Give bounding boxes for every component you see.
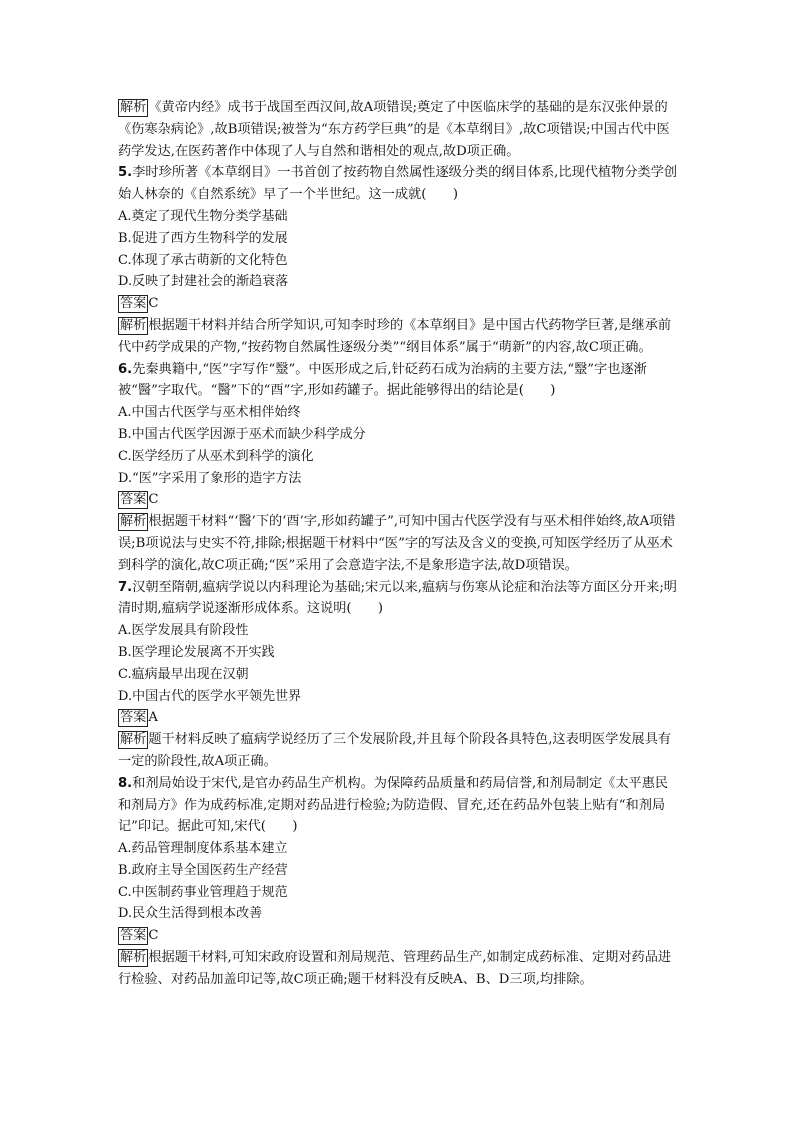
- stem-text: 和剂局始设于宋代,是官办药品生产机构。为保障药品质量和药局信誉,和剂局制定《太平惠民和剂局方》作为成药标准,定期对药品进行检验;为防造假、冒充,还在药品外包装上贴有“和剂局记”印记。据此可知,宋代( ): [118, 775, 669, 835]
- option-a: A.医学发展具有阶段性: [118, 623, 249, 639]
- analysis-text: 根据题干材料,可知宋政府设置和剂局规范、管理药品生产,如制定成药标准、定期对药品进行检验、对药品加盖印记等,故C项正确;题干材料没有反映A、B、D三项,均排除。: [118, 950, 672, 987]
- option-c: C.医学经历了从巫术到科学的演化: [118, 448, 314, 464]
- question-number: 5.: [118, 165, 133, 181]
- analysis-text: 题干材料反映了瘟病学说经历了三个发展阶段,并且每个阶段各具特色,这表明医学发展具有一定的阶段性,故A项正确。: [118, 732, 672, 769]
- question-7: [118, 577, 678, 773]
- option-d: D.“医”字采用了象形的造字方法: [118, 470, 302, 486]
- option-c: C.中医制药事业管理趋于规范: [118, 884, 288, 900]
- option-a: A.奠定了现代生物分类学基础: [118, 208, 288, 224]
- answer-tag: 答案: [120, 928, 147, 944]
- intro-analysis: [118, 97, 678, 162]
- analysis-line: [118, 947, 678, 991]
- answer-value: C: [148, 492, 159, 508]
- analysis-tag: 解析: [120, 950, 147, 966]
- option-b: B.中国古代医学因源于巫术而缺少科学成分: [118, 426, 366, 442]
- answer-line: [118, 925, 678, 947]
- question-stem: [118, 773, 678, 838]
- answer-value: A: [148, 710, 158, 726]
- option-d: D.民众生活得到根本改善: [118, 906, 263, 922]
- option-d: D.中国古代的医学水平领先世界: [118, 688, 302, 704]
- analysis-text: 根据题干材料并结合所学知识,可知李时珍的《本草纲目》是中国古代药物学巨著,是继承前代中药学成果的产物,“按药物自然属性逐级分类”“纲目体系”属于“萌新”的内容,故C项正确。: [118, 317, 672, 355]
- analysis-line: [118, 729, 678, 773]
- answer-value: C: [148, 928, 159, 944]
- option-c: C.瘟病最早出现在汉朝: [118, 666, 249, 682]
- answer-tag: 答案: [120, 296, 147, 312]
- option-a: A.中国古代医学与巫术相伴始终: [118, 405, 301, 421]
- analysis-tag: 解析: [120, 514, 147, 530]
- analysis-tag: 解析: [120, 317, 147, 333]
- stem-text: 先秦典籍中,“医”字写作“毉”。中医形成之后,针砭药石成为治病的主要方法,“毉”字也逐渐被“醫”字取代。“醫”下的“酉”字,形如药罐子。据此能够得出的结论是( ): [118, 361, 647, 399]
- question-number: 8.: [118, 775, 133, 791]
- analysis-tag: 解析: [120, 732, 147, 748]
- question-number: 7.: [118, 579, 133, 595]
- question-5: [118, 162, 678, 358]
- option-d: D.反映了封建社会的渐趋衰落: [118, 274, 289, 290]
- option-a: A.药品管理制度体系基本建立: [118, 841, 288, 857]
- analysis-text: 根据题干材料“‘醫’下的‘酉’字,形如药罐子”,可知中国古代医学没有与巫术相伴始终,故A项错误;B项说法与史实不符,排除;根据题干材料中“医”字的写法及含义的变换,可知医学经历了从巫术到科学的演化,故C项正确;“医”采用了会意造字法,不是象形造字法,故D项错误。: [118, 514, 676, 573]
- document-page: [118, 97, 678, 991]
- option-b: B.医学理论发展离不开实践: [118, 644, 275, 660]
- question-number: 6.: [118, 361, 133, 377]
- question-stem: [118, 162, 678, 206]
- answer-value: C: [148, 296, 159, 312]
- analysis-text: 《黄帝内经》成书于战国至西汉间,故A项错误;奠定了中医临床学的基础的是东汉张仲景的《伤寒杂病论》,故B项错误;被誉为“东方药学巨典”的是《本草纲目》,故C项错误;中国古代中医药学发达,在医药著作中体现了人与自然和谐相处的观点,故D项正确。: [118, 100, 670, 159]
- stem-text: 汉朝至隋朝,瘟病学说以内科理论为基础;宋元以来,瘟病与伤寒从论症和治法等方面区分开来;明清时期,瘟病学说逐渐形成体系。这说明( ): [118, 579, 677, 617]
- analysis-line: [118, 315, 678, 359]
- option-c: C.体现了承古萌新的文化特色: [118, 252, 288, 268]
- analysis-line: [118, 511, 678, 576]
- option-b: B.政府主导全国医药生产经营: [118, 862, 288, 878]
- question-stem: [118, 577, 678, 621]
- answer-line: [118, 293, 678, 315]
- option-b: B.促进了西方生物科学的发展: [118, 230, 288, 246]
- question-stem: [118, 359, 678, 403]
- stem-text: 李时珍所著《本草纲目》一书首创了按药物自然属性逐级分类的纲目体系,比现代植物分类学创始人林奈的《自然系统》早了一个半世纪。这一成就( ): [118, 165, 678, 203]
- question-6: [118, 359, 678, 577]
- analysis-tag: 解析: [120, 100, 147, 115]
- question-8: [118, 773, 678, 991]
- answer-line: [118, 707, 678, 729]
- answer-tag: 答案: [120, 492, 147, 508]
- answer-tag: 答案: [120, 710, 147, 726]
- answer-line: [118, 489, 678, 511]
